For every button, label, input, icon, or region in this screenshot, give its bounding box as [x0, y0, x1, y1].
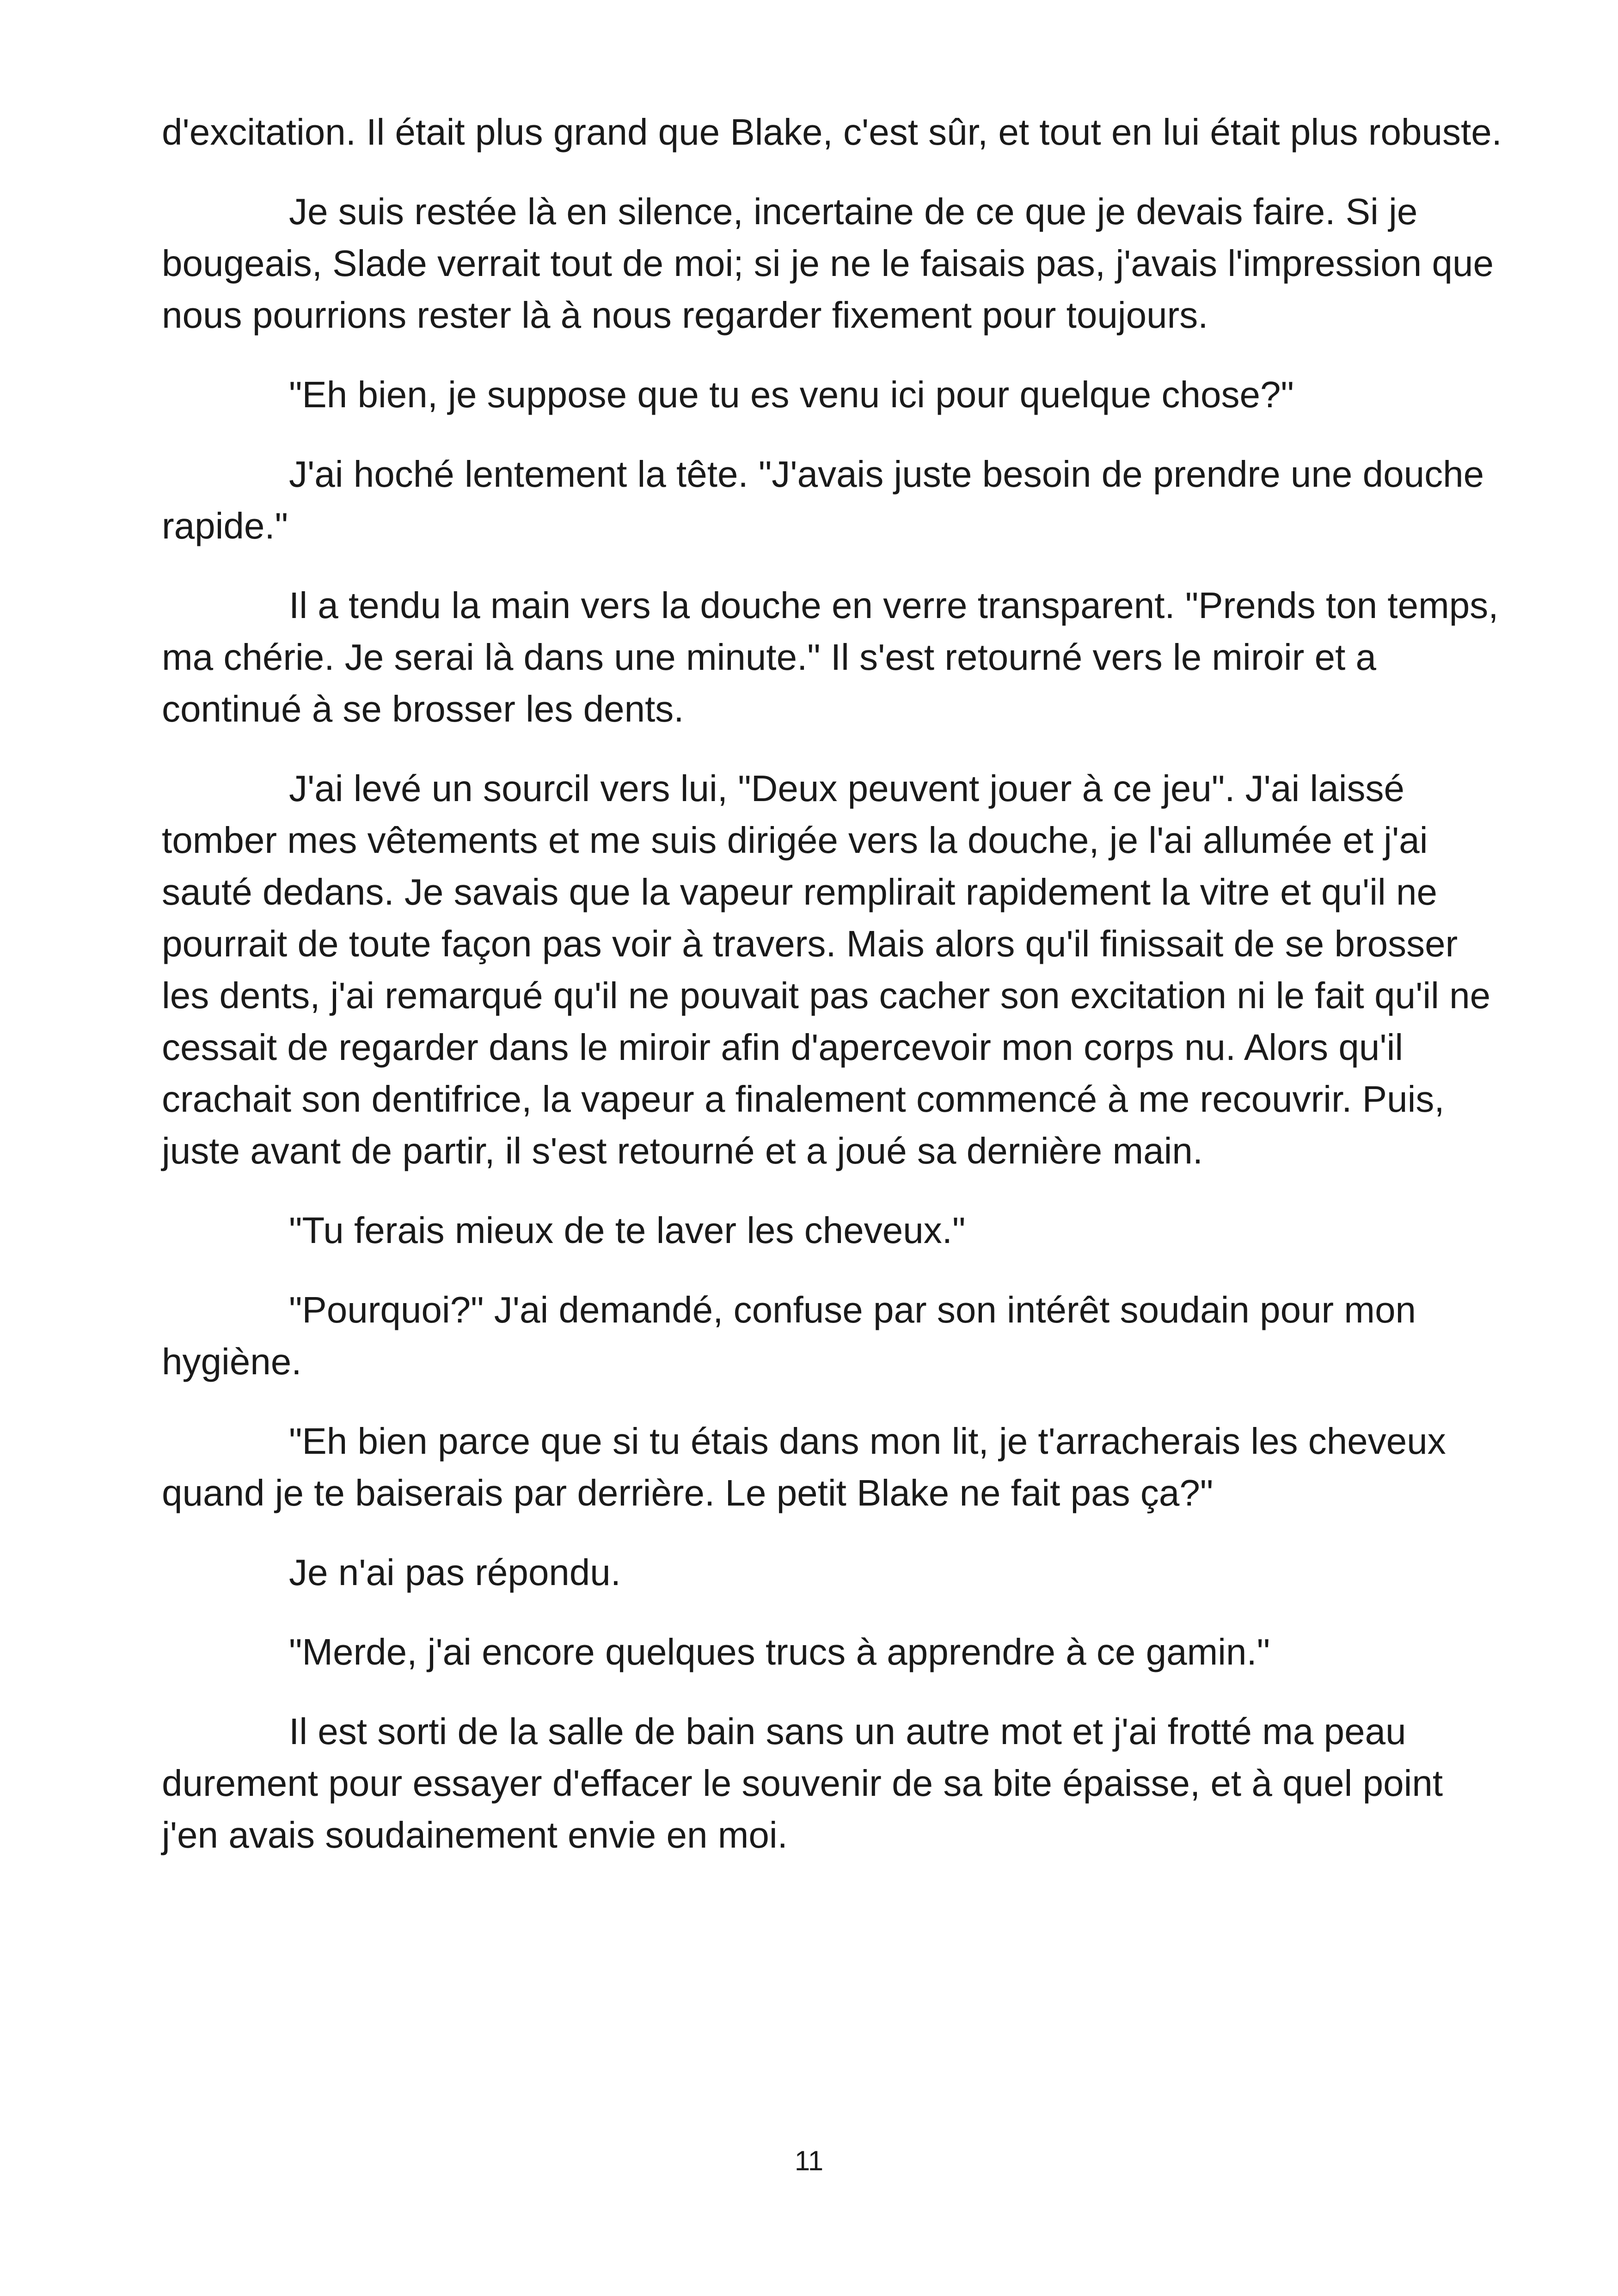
- paragraph: d'excitation. Il était plus grand que Blake, c'est sûr, et tout en lui était plus robuste.: [162, 111, 1502, 153]
- body-text: [162, 106, 1507, 1889]
- paragraph: "Eh bien parce que si tu étais dans mon lit, je t'arracherais les cheveux quand je te baiserais par derrière. Le petit Blake ne fait pas ça?": [162, 1420, 1446, 1513]
- page-number: 11: [794, 2145, 824, 2176]
- paragraph: "Tu ferais mieux de te laver les cheveux.": [289, 1210, 966, 1251]
- paragraph: "Eh bien, je suppose que tu es venu ici pour quelque chose?": [289, 374, 1294, 415]
- paragraph: Il est sorti de la salle de bain sans un autre mot et j'ai frotté ma peau durement pour essayer d'effacer le souvenir de sa bite épaisse, et à quel point j'en avais soudainement envie en moi.: [162, 1711, 1443, 1855]
- paragraph: J'ai hoché lentement la tête. "J'avais juste besoin de prendre une douche rapide.": [162, 453, 1484, 546]
- paragraph: "Pourquoi?" J'ai demandé, confuse par son intérêt soudain pour mon hygiène.: [162, 1289, 1416, 1382]
- paragraph: Il a tendu la main vers la douche en verre transparent. "Prends ton temps, ma chérie. Je serai là dans une minute." Il s'est retourné vers le miroir et a continué à se brosser les dents.: [162, 585, 1499, 729]
- paragraph: Je n'ai pas répondu.: [289, 1552, 621, 1593]
- paragraph: Je suis restée là en silence, incertaine de ce que je devais faire. Si je bougeais, Slade verrait tout de moi; si je ne le faisais pas, j'avais l'impression que nous pourrions rester là à nous regarder fixement pour toujours.: [162, 191, 1494, 336]
- paragraph: "Merde, j'ai encore quelques trucs à apprendre à ce gamin.": [289, 1631, 1270, 1672]
- paragraph: J'ai levé un sourcil vers lui, "Deux peuvent jouer à ce jeu". J'ai laissé tomber mes vêtements et me suis dirigée vers la douche, je l'ai allumée et j'ai sauté dedans. Je savais que la vapeur remplirait rapidement la vitre et qu'il ne pourrait de toute façon pas voir à travers. Mais alors qu'il finissait de se brosser les dents, j'ai remarqué qu'il ne pouvait pas cacher son excitation ni le fait qu'il ne cessait de regarder dans le miroir afin d'apercevoir mon corps nu. Alors qu'il crachait son dentifrice, la vapeur a finalement commencé à me recouvrir. Puis, juste avant de partir, il s'est retourné et a joué sa dernière main.: [162, 768, 1491, 1171]
